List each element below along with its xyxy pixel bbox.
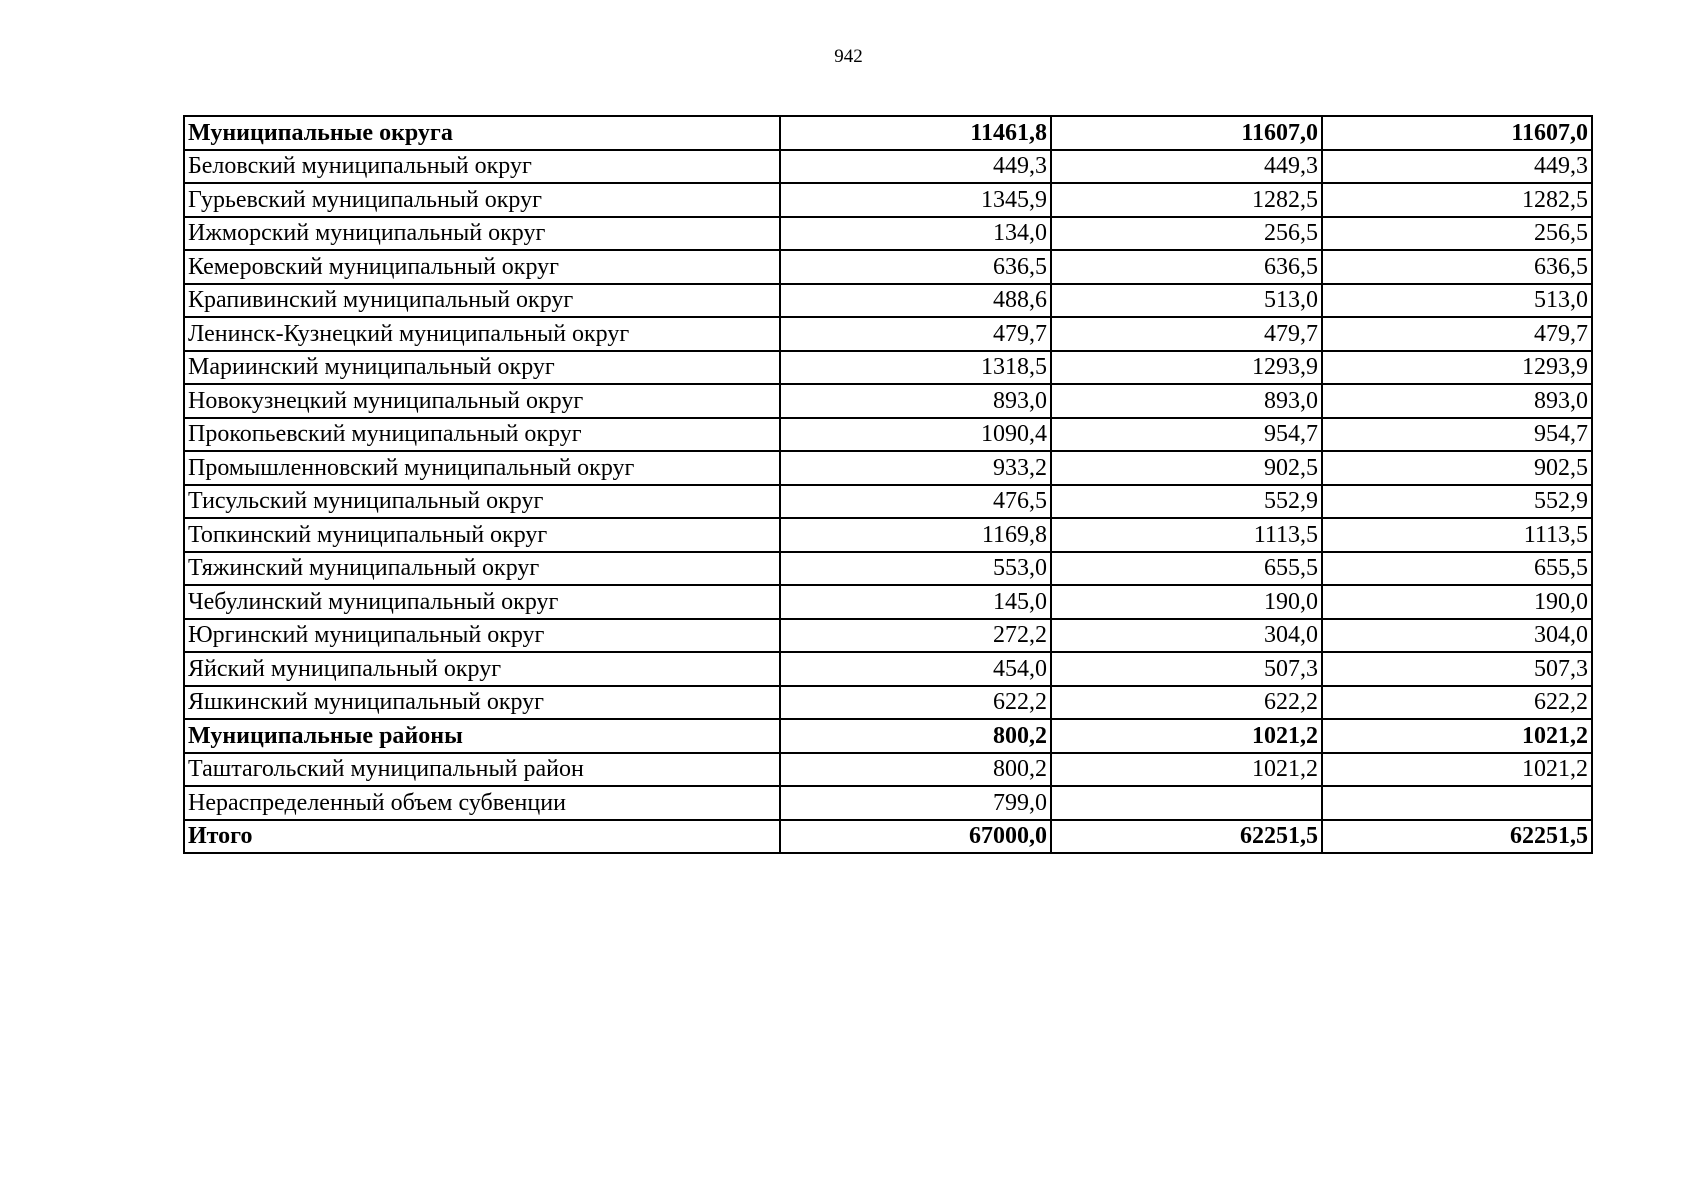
table-row [184,686,1592,720]
table-row [184,786,1592,820]
value-cell-2: 479,7 [1051,317,1322,351]
value-cell-1: 933,2 [780,451,1051,485]
value-cell-2: 449,3 [1051,150,1322,184]
municipality-name-cell: Топкинский муниципальный округ [184,518,780,552]
value-cell-1: 636,5 [780,250,1051,284]
value-cell-2: 62251,5 [1051,820,1322,854]
value-cell-1: 134,0 [780,217,1051,251]
table-row [184,451,1592,485]
table-row-subtotal [184,116,1592,150]
value-cell-3: 893,0 [1322,384,1592,418]
municipality-name-cell: Мариинский муниципальный округ [184,351,780,385]
table-row [184,284,1592,318]
table-row-subtotal [184,719,1592,753]
value-cell-1: 1318,5 [780,351,1051,385]
value-cell-1: 67000,0 [780,820,1051,854]
table-row [184,317,1592,351]
value-cell-1: 145,0 [780,585,1051,619]
table-row [184,183,1592,217]
value-cell-3: 1021,2 [1322,753,1592,787]
subvention-table [183,115,1593,854]
value-cell-3: 190,0 [1322,585,1592,619]
value-cell-3: 1113,5 [1322,518,1592,552]
value-cell-1: 553,0 [780,552,1051,586]
value-cell-2: 513,0 [1051,284,1322,318]
value-cell-2: 902,5 [1051,451,1322,485]
value-cell-3: 449,3 [1322,150,1592,184]
value-cell-1: 488,6 [780,284,1051,318]
municipality-name-cell: Таштагольский муниципальный район [184,753,780,787]
value-cell-3: 636,5 [1322,250,1592,284]
municipality-name-cell: Чебулинский муниципальный округ [184,585,780,619]
value-cell-3: 1021,2 [1322,719,1592,753]
value-cell-1: 622,2 [780,686,1051,720]
value-cell-1: 800,2 [780,719,1051,753]
value-cell-3: 902,5 [1322,451,1592,485]
value-cell-2: 622,2 [1051,686,1322,720]
value-cell-1: 800,2 [780,753,1051,787]
table-row [184,585,1592,619]
value-cell-1: 454,0 [780,652,1051,686]
table-row [184,485,1592,519]
table-row-subtotal [184,820,1592,854]
table-row [184,384,1592,418]
value-cell-1: 449,3 [780,150,1051,184]
page-number: 942 [834,46,863,67]
value-cell-1: 1169,8 [780,518,1051,552]
municipality-name-cell: Гурьевский муниципальный округ [184,183,780,217]
value-cell-2: 552,9 [1051,485,1322,519]
value-cell-2: 1021,2 [1051,753,1322,787]
value-cell-2: 256,5 [1051,217,1322,251]
municipality-name-cell: Муниципальные районы [184,719,780,753]
value-cell-1: 476,5 [780,485,1051,519]
table-body [184,116,1592,853]
value-cell-2: 507,3 [1051,652,1322,686]
value-cell-3: 11607,0 [1322,116,1592,150]
value-cell-1: 1345,9 [780,183,1051,217]
value-cell-3: 62251,5 [1322,820,1592,854]
municipality-name-cell: Яйский муниципальный округ [184,652,780,686]
value-cell-2: 1293,9 [1051,351,1322,385]
municipality-name-cell: Новокузнецкий муниципальный округ [184,384,780,418]
table-row [184,418,1592,452]
value-cell-1: 799,0 [780,786,1051,820]
value-cell-2: 1113,5 [1051,518,1322,552]
value-cell-3: 622,2 [1322,686,1592,720]
table-row [184,217,1592,251]
municipality-name-cell: Тисульский муниципальный округ [184,485,780,519]
value-cell-3: 479,7 [1322,317,1592,351]
value-cell-1: 11461,8 [780,116,1051,150]
value-cell-3: 655,5 [1322,552,1592,586]
table-row [184,753,1592,787]
value-cell-1: 1090,4 [780,418,1051,452]
value-cell-2: 1282,5 [1051,183,1322,217]
value-cell-3: 304,0 [1322,619,1592,653]
table-row [184,552,1592,586]
value-cell-3 [1322,786,1592,820]
table-row [184,150,1592,184]
table-row [184,351,1592,385]
table-row [184,619,1592,653]
value-cell-2: 655,5 [1051,552,1322,586]
municipality-name-cell: Тяжинский муниципальный округ [184,552,780,586]
value-cell-2: 11607,0 [1051,116,1322,150]
value-cell-3: 507,3 [1322,652,1592,686]
value-cell-2: 1021,2 [1051,719,1322,753]
value-cell-1: 272,2 [780,619,1051,653]
table-row [184,250,1592,284]
value-cell-3: 256,5 [1322,217,1592,251]
value-cell-2 [1051,786,1322,820]
municipality-name-cell: Беловский муниципальный округ [184,150,780,184]
municipality-name-cell: Яшкинский муниципальный округ [184,686,780,720]
value-cell-3: 954,7 [1322,418,1592,452]
value-cell-3: 1282,5 [1322,183,1592,217]
municipality-name-cell: Промышленновский муниципальный округ [184,451,780,485]
table-row [184,518,1592,552]
value-cell-2: 636,5 [1051,250,1322,284]
municipality-name-cell: Крапивинский муниципальный округ [184,284,780,318]
value-cell-3: 513,0 [1322,284,1592,318]
value-cell-2: 893,0 [1051,384,1322,418]
municipality-name-cell: Ижморский муниципальный округ [184,217,780,251]
municipality-name-cell: Прокопьевский муниципальный округ [184,418,780,452]
value-cell-2: 190,0 [1051,585,1322,619]
municipality-name-cell: Муниципальные округа [184,116,780,150]
value-cell-3: 552,9 [1322,485,1592,519]
municipality-name-cell: Ленинск-Кузнецкий муниципальный округ [184,317,780,351]
value-cell-2: 954,7 [1051,418,1322,452]
value-cell-2: 304,0 [1051,619,1322,653]
municipality-name-cell: Нераспределенный объем субвенции [184,786,780,820]
municipality-name-cell: Итого [184,820,780,854]
value-cell-3: 1293,9 [1322,351,1592,385]
value-cell-1: 479,7 [780,317,1051,351]
value-cell-1: 893,0 [780,384,1051,418]
table-row [184,652,1592,686]
municipality-name-cell: Кемеровский муниципальный округ [184,250,780,284]
municipality-name-cell: Юргинский муниципальный округ [184,619,780,653]
